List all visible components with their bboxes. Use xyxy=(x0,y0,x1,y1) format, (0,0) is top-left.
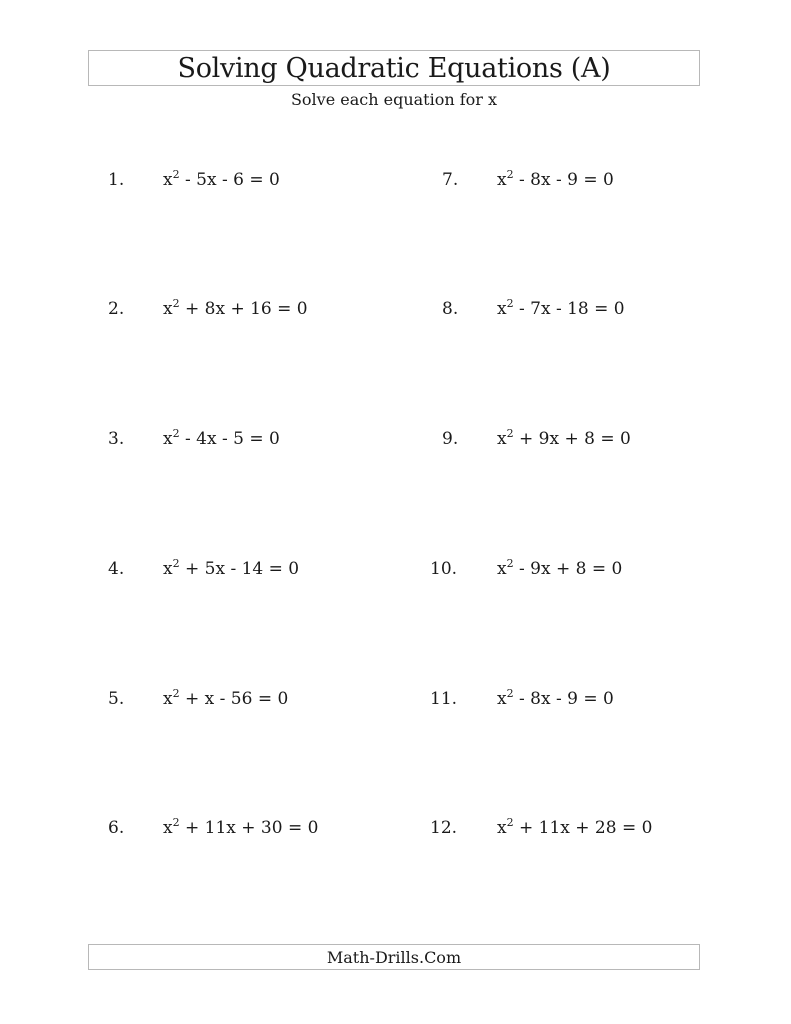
problem-number: 10. xyxy=(430,559,458,579)
problem-equation: $x^2 - 9x + 8 = 0$ xyxy=(497,557,623,579)
problem-number: 8. xyxy=(442,299,459,319)
problem-equation: $x^2 + 11x + 30 = 0$ xyxy=(163,816,319,838)
problem-number: 1. xyxy=(108,170,125,190)
problem-equation: $x^2 + x - 56 = 0$ xyxy=(163,687,289,709)
problem-equation: $x^2 - 5x - 6 = 0$ xyxy=(163,168,280,190)
problem-number: 5. xyxy=(108,689,125,709)
problem-equation: $x^2 + 9x + 8 = 0$ xyxy=(497,427,631,449)
footer-credit: Math-Drills.Com xyxy=(326,948,462,967)
title-box xyxy=(88,50,700,86)
problem-number: 11. xyxy=(430,689,458,709)
problem-number: 2. xyxy=(108,299,125,319)
problem-number: 9. xyxy=(442,429,459,449)
problem-number: 12. xyxy=(430,818,458,838)
problem-equation: $x^2 - 8x - 9 = 0$ xyxy=(497,168,614,190)
problem-number: 7. xyxy=(442,170,459,190)
problem-number: 3. xyxy=(108,429,125,449)
page-title: Solving Quadratic Equations (A) xyxy=(177,53,611,84)
problem-equation: $x^2 - 8x - 9 = 0$ xyxy=(497,687,614,709)
problem-equation: $x^2 + 5x - 14 = 0$ xyxy=(163,557,300,579)
problem-equation: $x^2 - 7x - 18 = 0$ xyxy=(497,297,625,319)
problem-equation: $x^2 + 11x + 28 = 0$ xyxy=(497,816,653,838)
footer-box xyxy=(88,944,700,970)
problem-equation: $x^2 + 8x + 16 = 0$ xyxy=(163,297,308,319)
page-subtitle: Solve each equation for x xyxy=(290,90,498,109)
problem-number: 6. xyxy=(108,818,125,838)
problem-equation: $x^2 - 4x - 5 = 0$ xyxy=(163,427,280,449)
problem-number: 4. xyxy=(108,559,125,579)
